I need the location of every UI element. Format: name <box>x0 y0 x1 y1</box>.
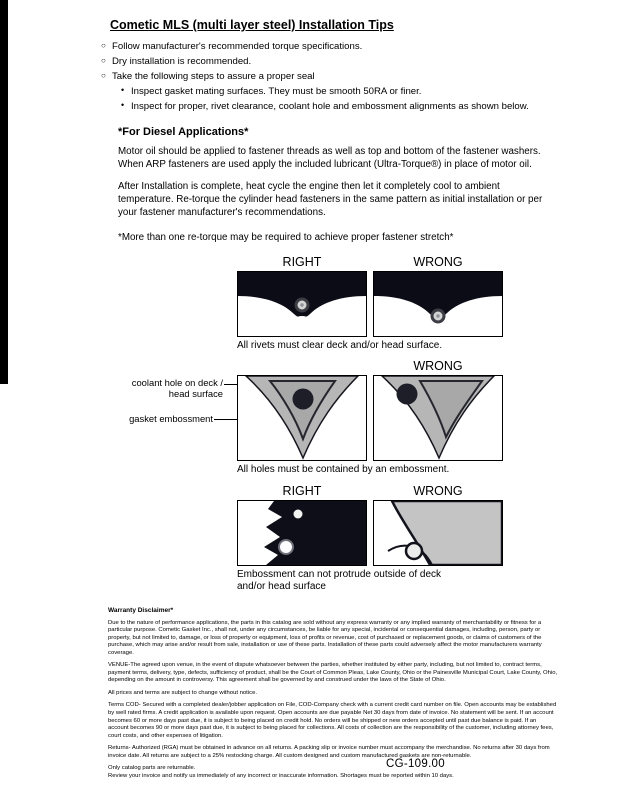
diagram-row-embossment <box>129 359 505 477</box>
disclaimer-paragraph: Only catalog parts are returnable. <box>108 765 196 772</box>
dot-bullet-marker: • <box>121 84 125 95</box>
protrude-right-drawing <box>238 501 366 565</box>
disclaimer-paragraph: Terms COD- Secured with a completed dealer/jobber application on File, COD-Company check with a current credit card number on file. Open accounts may be established by well rated firms. A credit application is available upon request. Open accounts are due payable Net 30 days from date of invoice. No statement will be sent. If an account becomes 60 or more days past due, it is subject to being placed on credit hold. No orders will be shipped or new orders accepted until past due balance is paid. If an account becomes 90 or more days past due, it is subject to being placed for collections. All costs of collection are the responsibility of the customer, including attorney fees, court costs, and other expenses of litigation. <box>108 702 557 739</box>
diesel-paragraph-2: After Installation is complete, heat cycle the engine then let it completely cool to ambient temperature. Re-torque the cylinder head fasteners in the same pattern as initial installation or per your fastener manufacturer's recommendations. <box>118 180 543 218</box>
wrong-label: WRONG <box>413 254 463 269</box>
circle-bullet-marker: ○ <box>101 70 106 80</box>
protrude-wrong-drawing <box>374 501 502 565</box>
header-spacer <box>237 359 367 375</box>
sub-tip-item <box>120 101 570 113</box>
retorque-note: *More than one re-torque may be required to achieve proper fastener stretch* <box>118 231 454 243</box>
diagram-rivet-right-image <box>237 271 367 337</box>
diagram-protrude-right-image <box>237 500 367 566</box>
coolant-callout-label: coolant hole on deck / head surface <box>131 377 223 400</box>
tip-text: Dry installation is recommended. <box>112 55 252 67</box>
wrong-label: WRONG <box>413 359 463 374</box>
disclaimer-paragraph: Returns- Authorized (RGA) must be obtained in advance on all returns. A packing slip or invoice number must accompany the merchandise. No returns after 30 days from invoice date. All returns are subject to a 25% restocking charge. All custom designed and custom manufactured gaskets are non-returnable. <box>108 745 550 759</box>
page-title: Cometic MLS (multi layer steel) Installation Tips <box>110 18 394 32</box>
disclaimer-paragraph: Due to the nature of performance applications, the parts in this catalog are sold without any express warranty or any implied warranty of merchantability or fitness for a particular purpose. Cometic Gasket Inc., shall not, under any circumstances, be liable for any special, incidental or consequential damages, including, person, party or property, but not limited to, damage, or loss of property or equipment, loss of profits or revenue, cost of purchased or replacement goods, or claims of customers of the purchase, which may arise and/or result from sale, installation or use of these parts. Installation of these parts could adversely affect the motor manufacturers warranty coverage. <box>108 619 542 656</box>
coolant-callout-line <box>224 384 237 385</box>
right-label: RIGHT <box>282 483 322 498</box>
diagram-embossment-wrong-image <box>373 375 503 461</box>
diagram-images <box>237 271 505 337</box>
page-number: CG-109.00 <box>386 758 445 770</box>
diagram-images <box>237 500 505 566</box>
diagram-rivet-wrong-image <box>373 271 503 337</box>
tip-text: Follow manufacturer's recommended torque specifications. <box>112 41 363 52</box>
protrude-caption <box>237 569 505 594</box>
diagram-embossment-right-image <box>237 375 367 461</box>
circle-bullet-marker: ○ <box>101 55 106 65</box>
tip-item <box>100 41 570 53</box>
embossment-right-drawing <box>238 376 366 460</box>
left-edge-bar <box>0 0 8 384</box>
rivet-wrong-drawing <box>374 272 502 336</box>
disclaimer-paragraph: All prices and terms are subject to change without notice. <box>108 689 257 696</box>
embossment-wrong-drawing <box>374 376 502 460</box>
warranty-disclaimer <box>108 607 558 781</box>
tip-item <box>100 56 570 68</box>
sub-tip-text: Inspect gasket mating surfaces. They must be smooth 50RA or finer. <box>131 85 422 97</box>
embossment-callout-line <box>214 419 237 420</box>
sub-tip-item <box>120 86 570 98</box>
warranty-disclaimer-heading: Warranty Disclaimer* <box>108 606 174 614</box>
diagram-row-protrusion <box>237 484 505 594</box>
tips-list <box>100 41 570 83</box>
dot-bullet-marker: • <box>121 99 125 110</box>
diagram-headers <box>237 484 503 500</box>
protrude-caption-line2: and/or head surface <box>237 581 326 593</box>
diesel-paragraph-1: Motor oil should be applied to fastener threads as well as top and bottom of the fastener washers. When ARP fasteners are used apply the included lubricant (Ultra-Torque®) in place of motor oil. <box>118 145 541 170</box>
wrong-label: WRONG <box>413 483 463 498</box>
disclaimer-paragraph: Review your invoice and notify us immediately of any incorrect or inaccurate information. Shortages must be reported within 10 days. <box>108 772 454 779</box>
circle-bullet-marker: ○ <box>101 41 106 50</box>
diagram-headers <box>237 359 503 375</box>
diesel-heading: *For Diesel Applications* <box>118 125 249 138</box>
protrude-caption-line1: Embossment can not protrude outside of deck <box>237 568 442 580</box>
diagram-row-rivets <box>237 255 505 353</box>
rivet-right-drawing <box>238 272 366 336</box>
right-label: RIGHT <box>282 254 322 269</box>
diagram-section <box>129 254 505 594</box>
page-content <box>100 18 570 785</box>
diagram-headers <box>237 255 503 271</box>
disclaimer-paragraph: VENUE-The agreed upon venue, in the event of dispute whatsoever between the parties, whether instituted by either party, including, but not limited to, contract terms, payment terms, delivery, type, defects, sufficiency of product, shall be the Court of Common Pleas, Lake County, Ohio or the Painesville Municipal Court, Lake County, Ohio, depending on the amount in controversy. This agreement shall be governed by and construed under the laws of the State of Ohio. <box>108 662 558 684</box>
sub-tips-list <box>120 86 570 113</box>
embossment-caption: All holes must be contained by an embossment. <box>237 464 450 476</box>
tip-text: Take the following steps to assure a proper seal <box>112 70 315 82</box>
embossment-callout-label: gasket embossment <box>129 413 213 425</box>
diagram-protrude-wrong-image <box>373 500 503 566</box>
rivet-caption: All rivets must clear deck and/or head surface. <box>237 339 443 351</box>
tip-item <box>100 71 570 83</box>
sub-tip-text: Inspect for proper, rivet clearance, coolant hole and embossment alignments as shown below. <box>131 100 529 112</box>
diagram-images <box>129 375 505 461</box>
